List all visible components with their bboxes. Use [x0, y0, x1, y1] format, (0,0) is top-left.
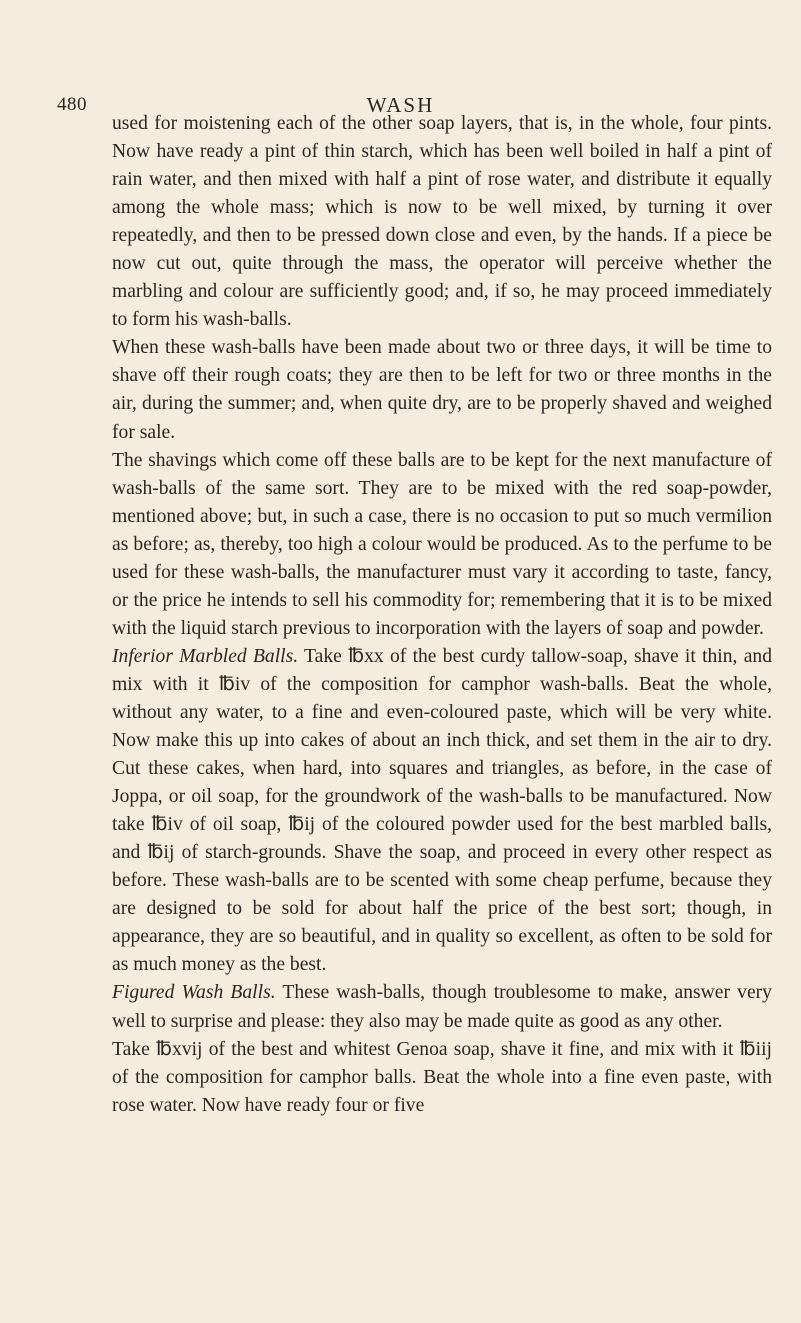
paragraph-2-text: When these wash-balls have been made about two or three days, it will be time to shave off their rough coats; they are then to be left for two or three months in the air, during the summer; and, when quite dry, are to be properly shaved and weighed for sale.: [112, 337, 772, 443]
paragraph-5-text: These wash-balls, though troublesome to make, answer very well to surprise and please: they also may be made quite as good as any other.: [112, 982, 772, 1032]
paragraph-1-text: used for moistening each of the other soap layers, that is, in the whole, four pints. Now have ready a pint of thin starch, which has been well boiled in half a pint of rain water, and then mixed with half a pint of rose water, and distribute it equally among the whole mass; which is now to be well mixed, by turning it over repeatedly, and then to be pressed down close and even, by the hands. If a piece be now cut out, quite through the mass, the operator will perceive whether the marbling and colour are sufficiently good; and, if so, he may proceed immediately to form his wash-balls.: [112, 113, 772, 331]
paragraph-4-text: Take ℔xx of the best curdy tallow-soap, shave it thin, and mix with it ℔iv of the composition for camphor wash-balls. Beat the whole, without any water, to a fine and even-coloured paste, which will be very white. Now make this up into cakes of about an inch thick, and set them in the air to dry. Cut these cakes, when hard, into squares and triangles, as before, in the case of Joppa, or oil soap, for the groundwork of the wash-balls to be manufactured. Now take ℔iv of oil soap, ℔ij of the coloured powder used for the best marbled balls, and ℔ij of starch-grounds. Shave the soap, and proceed in every other respect as before. These wash-balls are to be scented with some cheap perfume, because they are designed to be sold for about half the price of the best sort; though, in appearance, they are so beautiful, and in quality so excellent, as often to be sold for as much money as the best.: [112, 645, 773, 976]
paragraph-inferior-marbled-balls: [112, 643, 772, 980]
body-text: [112, 110, 772, 1120]
section-heading-figured-wash-balls: Figured Wash Balls.: [112, 982, 276, 1004]
paragraph-figured-wash-balls: [112, 979, 772, 1035]
page-header: [0, 60, 801, 117]
paragraph-1: [112, 110, 772, 334]
paragraph-3: [112, 447, 772, 643]
running-head: WASH: [366, 93, 435, 117]
paragraph-2: [112, 334, 772, 446]
paragraph-3-text: The shavings which come off these balls are to be kept for the next manufacture of wash-balls of the same sort. They are to be mixed with the red soap-powder, mentioned above; but, in such a case, there is no occasion to put so much vermilion as before; as, thereby, too high a colour would be produced. As to the perfume to be used for these wash-balls, the manufacturer must vary it according to taste, fancy, or the price he intends to sell his commodity for; remembering that it is to be mixed with the liquid starch previous to incorporation with the layers of soap and powder.: [112, 449, 772, 639]
paragraph-6: [112, 1036, 772, 1120]
paragraph-6-text: Take ℔xvij of the best and whitest Genoa soap, shave it fine, and mix with it ℔iij of the composition for camphor balls. Beat the whole into a fine even paste, with rose water. Now have ready four or five: [112, 1038, 772, 1116]
section-heading-inferior-marbled-balls: Inferior Marbled Balls.: [112, 645, 299, 667]
page-number: 480: [57, 94, 87, 115]
